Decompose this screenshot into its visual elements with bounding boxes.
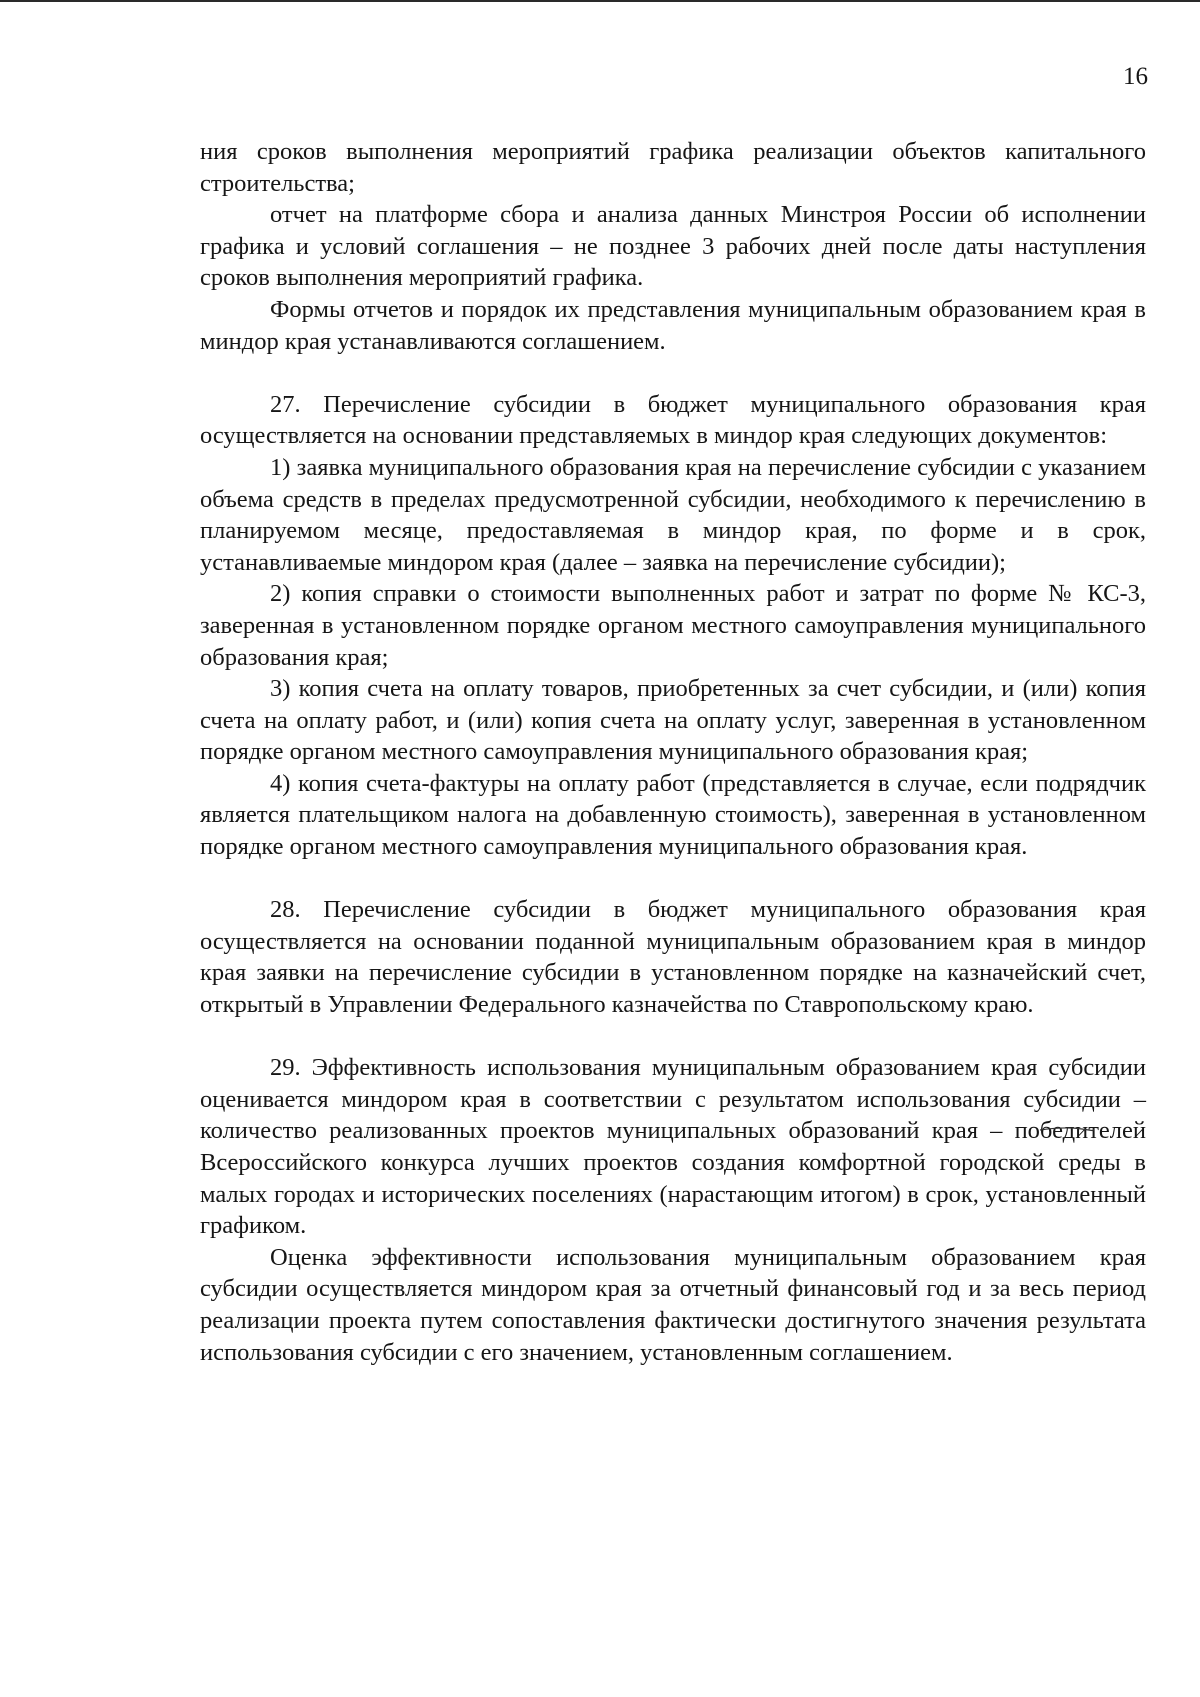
top-border-line xyxy=(0,0,1200,2)
document-body xyxy=(200,136,1146,1368)
paragraph-item-27: 27. Перечисление субсидии в бюджет муниципального образования края осуществляется на основании представляемых в миндор края следующих документов: xyxy=(200,390,1146,450)
paragraph-report-platform: отчет на платформе сбора и анализа данных Минстроя России об исполнении графика и условий соглашения – не позднее 3 рабочих дней после даты наступления сроков выполнения мероприятий графика. xyxy=(200,201,1146,292)
paragraph-report-forms: Формы отчетов и порядок их представления муниципальным образованием края в миндор края устанавливаются соглашением. xyxy=(200,295,1146,355)
list-item-1: 1) заявка муниципального образования края на перечисление субсидии с указанием объема средств в пределах предусмотренной субсидии, необходимого к перечислению в планируемом месяце, предоставляемая в миндор края, по форме и в срок, устанавливаемые миндором края (далее – заявка на перечисление субсидии); xyxy=(200,453,1146,576)
paragraph-item-28: 28. Перечисление субсидии в бюджет муниципального образования края осуществляется на основании поданной муниципальным образованием края в миндор края заявки на перечисление субсидии в установленном порядке на казначейский счет, открытый в Управлении Федерального казначейства по Ставропольскому краю. xyxy=(200,896,1146,1019)
pen-underline-mark xyxy=(1038,1124,1096,1134)
paragraph-continuation: ния сроков выполнения мероприятий графика реализации объектов капитального строительства; xyxy=(200,138,1146,197)
list-item-3: 3) копия счета на оплату товаров, приобретенных за счет субсидии, и (или) копия счета на оплату работ, и (или) копия счета на оплату услуг, заверенная в установленном порядке органом местного самоуправления муниципального образования края; xyxy=(200,675,1146,766)
paragraph-efficiency-assessment: Оценка эффективности использования муниципальным образованием края субсидии осуществляется миндором края за отчетный финансовый год и за весь период реализации проекта путем сопоставления фактически достигнутого значения результата использования субсидии с его значением, установленным соглашением. xyxy=(200,1243,1146,1366)
list-item-2: 2) копия справки о стоимости выполненных работ и затрат по форме № КС-3, заверенная в установленном порядке органом местного самоуправления муниципального образования края; xyxy=(200,580,1146,671)
list-item-4: 4) копия счета-фактуры на оплату работ (представляется в случае, если подрядчик является плательщиком налога на добавленную стоимость), заверенная в установленном порядке органом местного самоуправления муниципального образования края. xyxy=(200,769,1146,861)
paragraph-item-29: 29. Эффективность использования муниципальным образованием края субсидии оценивается миндором края в соответствии с результатом использования субсидии – количество реализованных проектов муниципальных образований края – победителей Всероссийского конкурса лучших проектов создания комфортной городской среды в малых городах и исторических поселениях (нарастающим итогом) в срок, установленный графиком. xyxy=(200,1054,1146,1240)
page-number: 16 xyxy=(1123,63,1148,90)
